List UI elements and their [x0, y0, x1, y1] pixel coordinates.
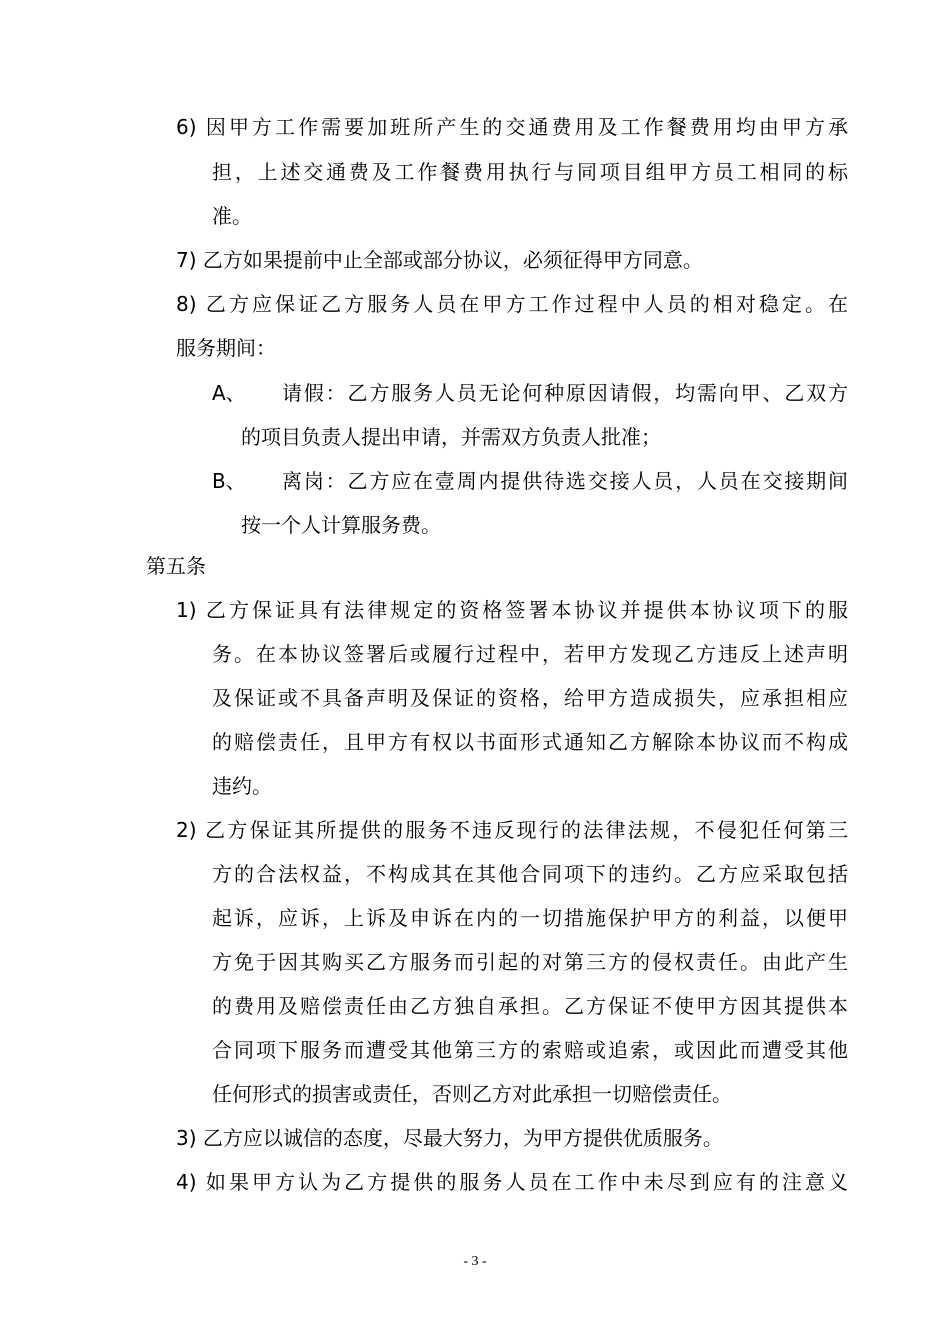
item-8-line-2: 服务期间： [176, 336, 276, 360]
a5-item-2-line-2: 方的合法权益，不构成其在其他合同项下的违约。乙方应采取包括 [212, 862, 848, 886]
a5-item-1-line-3: 及保证或不具备声明及保证的资格，给甲方造成损失，应承担相应 [212, 686, 848, 710]
a5-item-2-line-3: 起诉，应诉，上诉及申诉在内的一切措施保护甲方的利益，以便甲 [212, 906, 848, 930]
a5-item-2-line-7: 任何形式的损害或责任，否则乙方对此承担一切赔偿责任。 [212, 1082, 732, 1106]
a5-item-1-line-1: 1) 乙方保证具有法律规定的资格签署本协议并提供本协议项下的服 [176, 598, 848, 622]
a5-item-3-line-1: 3) 乙方应以诚信的态度，尽最大努力，为甲方提供优质服务。 [176, 1126, 723, 1150]
sub-item-b-label: B、 [212, 469, 246, 493]
a5-item-2-line-6: 合同项下服务而遭受其他第三方的索赔或追索，或因此而遭受其他 [212, 1038, 848, 1062]
sub-item-a-line-2: 的项目负责人提出申请，并需双方负责人批准； [241, 425, 661, 449]
a5-item-1-line-2: 务。在本协议签署后或履行过程中，若甲方发现乙方违反上述声明 [212, 642, 848, 666]
a5-item-2-line-5: 的费用及赔偿责任由乙方独自承担。乙方保证不使甲方因其提供本 [212, 994, 848, 1018]
a5-item-2-line-4: 方免于因其购买乙方服务而引起的对第三方的侵权责任。由此产生 [212, 950, 848, 974]
sub-item-b-line-2: 按一个人计算服务费。 [241, 513, 441, 537]
item-7-line-1: 7) 乙方如果提前中止全部或部分协议，必须征得甲方同意。 [176, 248, 703, 272]
item-8-line-1: 8) 乙方应保证乙方服务人员在甲方工作过程中人员的相对稳定。在 [176, 292, 848, 316]
sub-item-a-label: A、 [212, 381, 246, 405]
a5-item-2-line-1: 2) 乙方保证其所提供的服务不违反现行的法律法规，不侵犯任何第三 [176, 818, 848, 842]
page-number: - 3 - [463, 1254, 487, 1269]
sub-item-a-line-1: 请假：乙方服务人员无论何种原因请假，均需向甲、乙双方 [282, 381, 848, 405]
item-6-line-1: 6) 因甲方工作需要加班所产生的交通费用及工作餐费用均由甲方承 [176, 115, 848, 139]
item-6-line-2: 担，上述交通费及工作餐费用执行与同项目组甲方员工相同的标 [212, 160, 848, 184]
article-5-heading: 第五条 [146, 554, 206, 578]
a5-item-4-line-1: 4) 如果甲方认为乙方提供的服务人员在工作中未尽到应有的注意义 [176, 1170, 848, 1194]
a5-item-1-line-4: 的赔偿责任，且甲方有权以书面形式通知乙方解除本协议而不构成 [212, 730, 848, 754]
item-6-line-3: 准。 [212, 204, 252, 228]
sub-item-b-line-1: 离岗：乙方应在壹周内提供待选交接人员，人员在交接期间 [282, 469, 848, 493]
a5-item-1-line-5: 违约。 [212, 774, 272, 798]
